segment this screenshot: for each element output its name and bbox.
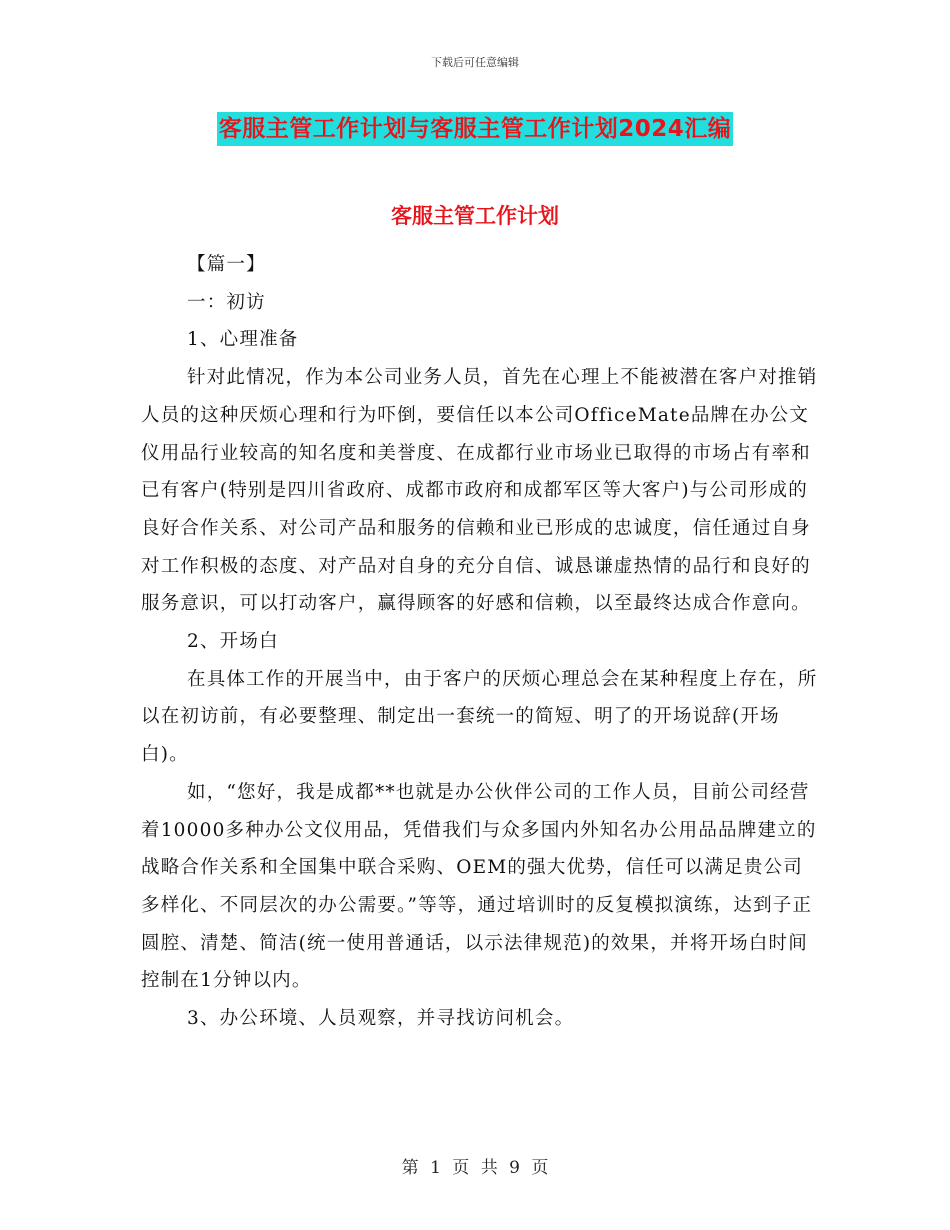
page-number-footer: 第 1 页 共 9 页 bbox=[401, 1158, 549, 1178]
subheading-office-observation: 3、办公环境、人员观察，并寻找访问机会。 bbox=[187, 1008, 575, 1030]
paragraph-opening-example: 如，“您好，我是成都**也就是办公伙伴公司的工作人员，目前公司经营着10000多种办公文仪用品，凭借我们与众多国内外知名办公用品品牌建立的战略合作关系和全国集中联合采购、OEM的强大优势，信任可以满足贵公司多样化、不同层次的办公需要。”等等，通过培训时的反复模拟演练，达到子正圆腔、清楚、简洁(统一使用普通话，以示法律规范)的效果，并将开场白时间控制在1分钟以内。 bbox=[141, 781, 817, 992]
subheading-psychological-prep: 1、心理准备 bbox=[187, 329, 299, 351]
document-body bbox=[141, 246, 821, 1038]
paragraph-psychological-prep: 针对此情况，作为本公司业务人员，首先在心理上不能被潜在客户对推销人员的这种厌烦心理和行为吓倒，要信任以本公司OfficeMate品牌在办公文仪用品行业较高的知名度和美誉度、在成都行业市场业已取得的市场占有率和已有客户(特别是四川省政府、成都市政府和成都军区等大客户)与公司形成的良好合作关系、对公司产品和服务的信赖和业已形成的忠诚度，信任通过自身对工作积极的态度、对产品对自身的充分自信、诚恳谦虚热情的品行和良好的服务意识，可以打动客户，赢得顾客的好感和信赖，以至最终达成合作意向。 bbox=[141, 367, 818, 615]
chapter-label: 【篇一】 bbox=[187, 254, 266, 275]
section-title: 客服主管工作计划 bbox=[391, 204, 559, 228]
subheading-opening-remarks: 2、开场白 bbox=[187, 631, 279, 653]
heading-initial-visit: 一：初访 bbox=[187, 291, 266, 313]
page-header-note: 下载后可任意编辑 bbox=[431, 56, 519, 69]
document-title: 客服主管工作计划与客服主管工作计划2024汇编 bbox=[217, 112, 734, 146]
document-title-container bbox=[0, 112, 950, 146]
paragraph-opening-remarks: 在具体工作的开展当中，由于客户的厌烦心理总会在某种程度上存在，所以在初访前，有必要整理、制定出一套统一的简短、明了的开场说辞(开场白)。 bbox=[141, 668, 818, 766]
